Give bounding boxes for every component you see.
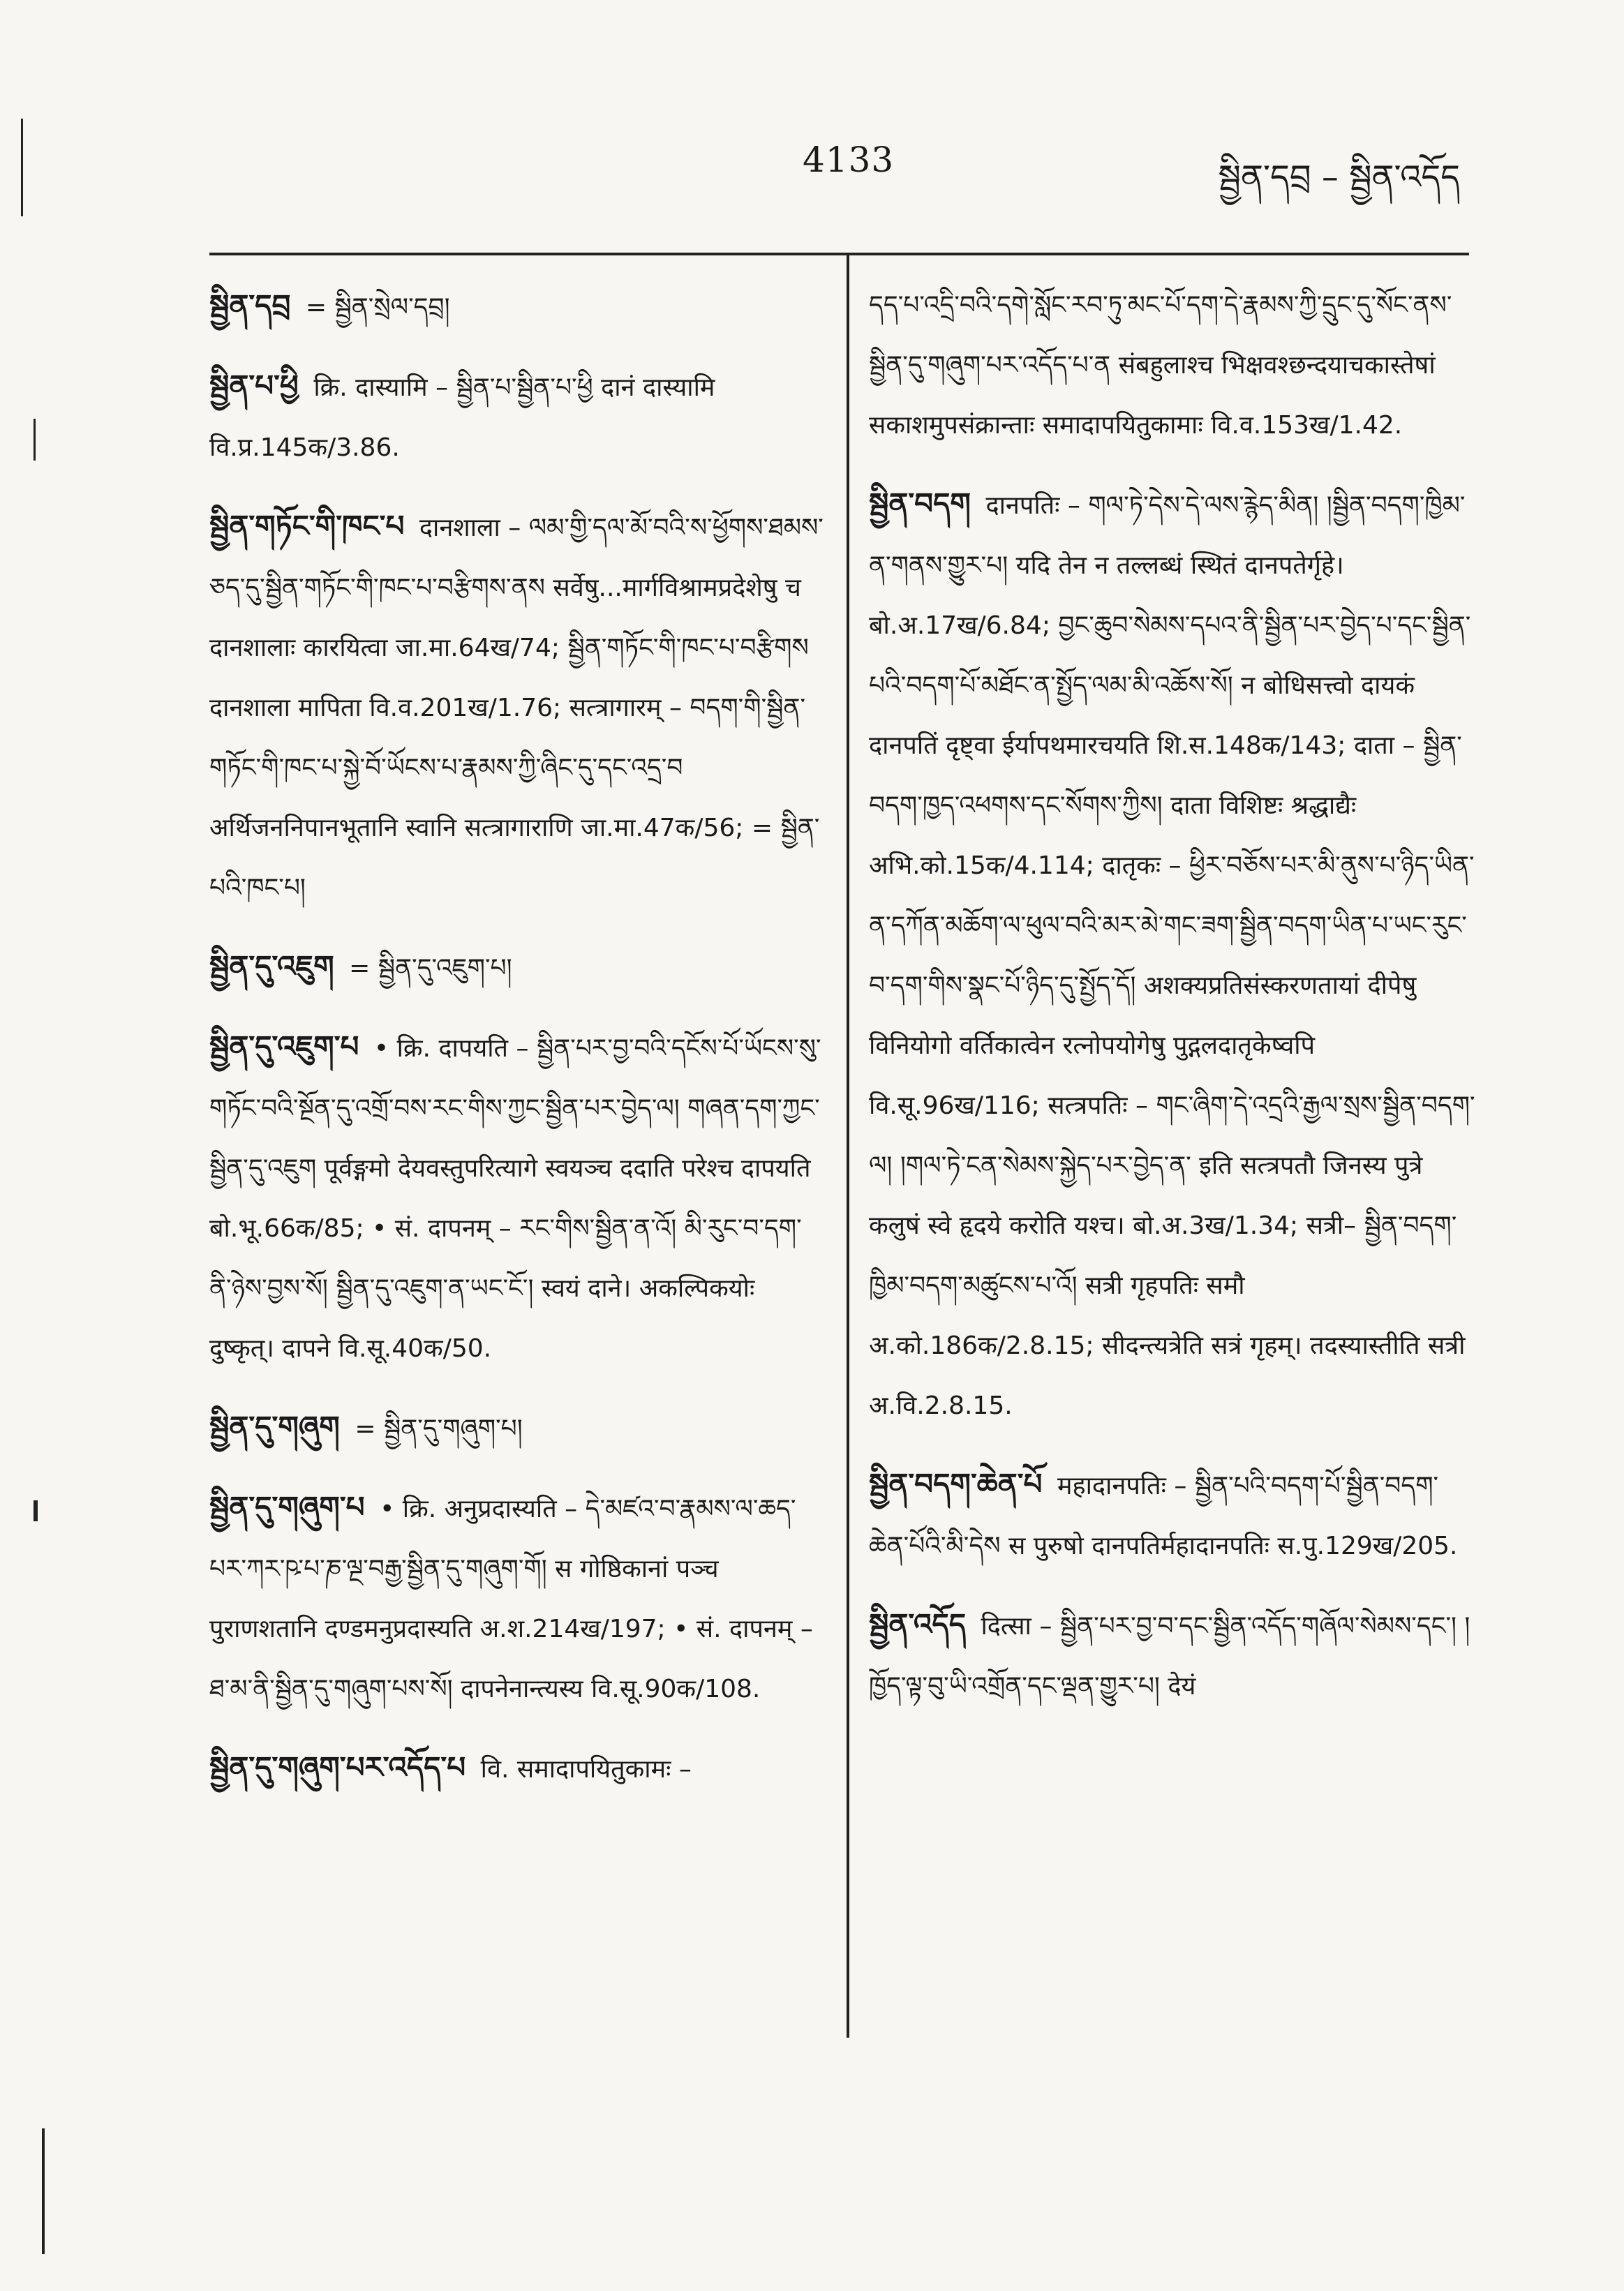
dictionary-entry [869,1595,1476,1717]
headword: སྦྱིན་གཏོང་གི་ཁང་པ [209,509,405,543]
right-column [869,276,1476,1735]
dictionary-entry-continuation [869,276,1476,456]
margin-mark [33,419,36,461]
entry-text: दानपतिः – གལ་ཏེ་དེས་དེ་ལས་རྙེད་མིན། །སྦྱིན་བདག་ཁྱིམ་ན་གནས་གྱུར་པ། यदि तेन न तल्लब्धं स्थितं दानपतेर्गृहे। बो.अ.17ख/6.84; བྱང་ཆུབ་སེམས་དཔའ་ནི་སྦྱིན་པར་བྱེད་པ་དང་སྦྱིན་པའི་བདག་པོ་མཐོང་ན་སྤྱོད་ལམ་མི་འཆོས་སོ། न बोधिसत्त्वो दायकं दानपतिं दृष्ट्वा ईर्यापथमारचयति शि.स.148क/143; दाता – སྦྱིན་བདག་ཁྱད་འཕགས་དང་སོགས་ཀྱིས། दाता विशिष्टः श्रद्धाद्यैः अभि.को.15क/4.114; दातृकः – ཕྱིར་བཅོས་པར་མི་ནུས་པ་ཉིད་ཡིན་ན་དཀོན་མཆོག་ལ་ཕུལ་བའི་མར་མེ་གང་ཟག་སྦྱིན་བདག་ཡིན་པ་ཡང་རུང་བ་དག་གིས་སྣང་པོ་ཉིད་དུ་སྤྱོད་དོ། अशक्यप्रतिसंस्करणतायां दीपेषु विनियोगो वर्तिकात्वेन रत्नोपयोगेषु पुद्गलदातृकेष्वपि वि.सू.96ख/116; सत्त्रपतिः – གང་ཞིག་དེ་འདྲའི་རྒྱལ་སྲས་སྦྱིན་བདག་ལ། །གལ་ཏེ་ངན་སེམས་སྐྱེད་པར་བྱེད་ན་ इति सत्त्रपतौ जिनस्य पुत्रे कलुषं स्वे हृदये करोति यश्च। बो.अ.3ख/1.34; सत्री– སྦྱིན་བདག་ཁྱིམ་བདག་མཚུངས་པ་འོ། सत्री गृहपतिः समौ अ.को.186क/2.8.15; सीदन्त्यत्रेति सत्रं गृहम्। तदस्यास्तीति सत्री अ.वि.2.8.15. [869,491,1475,1420]
headword: སྦྱིན་དུ་གཞུག [209,1410,340,1444]
dictionary-entry [209,1477,824,1719]
headword: སྦྱིན་དུ་གཞུག་པ [209,1490,365,1524]
page-number: 4133 [803,140,895,180]
entry-text: • क्रि. दापयति – སྦྱིན་པར་བྱ་བའི་དངོས་པོ་ཡོངས་སུ་གཏོང་བའི་སྔོན་དུ་འགྲོ་བས་རང་གིས་ཀྱང་སྦྱིན་པར་བྱེད་ལ། གཞན་དག་ཀྱང་སྦྱིན་དུ་འཇུག पूर्वङ्गमो देयवस्तुपरित्यागे स्वयञ्च ददाति परेश्च दापयति बो.भू.66क/85; • सं. दापनम् – རང་གིས་སྦྱིན་ན་འོ། མི་རུང་བ་དག་ནི་ཉེས་བྱས་སོ། སྦྱིན་དུ་འཇུག་ན་ཡང་ངོ་། स्वयं दाने। अकल्पिकयोः दुष्कृत्। दापने वि.सू.40क/50. [209,1034,821,1363]
dictionary-entry [869,474,1476,1436]
headword: སྦྱིན་དབྲ [209,288,291,322]
entry-text: क्रि. दास्यामि – སྦྱིན་པ་སྦྱིན་པ་ཕྱི दानं दास्यामि वि.प्र.145क/3.86. [209,373,715,462]
entry-text: = སྦྱིན་དུ་གཞུག་པ། [355,1415,523,1443]
margin-mark [33,1500,38,1521]
dictionary-entry [209,1738,824,1800]
dictionary-entry [209,496,824,918]
headword: སྦྱིན་དུ་འཇུག་པ [209,1029,359,1064]
column-divider [847,253,849,2038]
headword: སྦྱིན་འདོད [869,1607,967,1641]
header-rule [209,253,1469,255]
left-column [209,276,824,1818]
dictionary-entry [209,1397,824,1459]
dictionary-entry [869,1454,1476,1576]
dictionary-entry [209,276,824,338]
entry-text: महादानपतिः – སྦྱིན་པའི་བདག་པོ་སྦྱིན་བདག་ཆེན་པོའི་མི་དེས स पुरुषो दानपतिर्महादानपतिः स.पु.129ख/205. [869,1472,1458,1560]
dictionary-entry [209,356,824,478]
entry-text: • क्रि. अनुप्रदास्यति – དེ་མཛའ་བ་རྣམས་ལ་ཆད་པར་ཀར་ཥ་པ་ཎ་ལྔ་བརྒྱ་སྦྱིན་དུ་གཞུག་གོ། स गोष्ठिकानां पञ्च पुराणशतानि दण्डमनुप्रदास्यति अ.श.214ख/197; • सं. दापनम् – ཐ་མ་ནི་སྦྱིན་དུ་གཞུག་པས་སོ། दापनेनान्त्यस्य वि.सू.90क/108. [209,1495,813,1703]
margin-mark [21,119,23,216]
entry-text: दित्सा – སྦྱིན་པར་བྱ་བ་དང་སྦྱིན་འདོད་གཞོལ་སེམས་དང་། །ཁྱོད་ལྟ་བུ་ཡི་འགྲོན་དང་ལྡན་གྱུར་པ། देयं [869,1612,1470,1701]
headword: སྦྱིན་བདག་ཆེན་པོ [869,1467,1043,1501]
entry-text: दानशाला – ལམ་གྱི་དལ་མོ་བའི་ས་ཕྱོགས་ཐམས་ཅད་དུ་སྦྱིན་གཏོང་གི་ཁང་པ་བརྩིགས་ནས सर्वेषु...मार्गविश्रामप्रदेशेषु च दानशालाः कारयित्वा जा.मा.64ख/74; སྦྱིན་གཏོང་གི་ཁང་པ་བརྩིགས दानशाला मापिता वि.व.201ख/1.76; सत्त्रागारम् – བདག་གི་སྦྱིན་གཏོང་གི་ཁང་པ་སྐྱེ་བོ་ཡོངས་པ་རྣམས་ཀྱི་ཞིང་དུ་དང་འདྲ་བ अर्थिजननिपानभूतानि स्वानि सत्त्रागाराणि जा.मा.47क/56; = སྦྱིན་པའི་ཁང་པ། [209,514,824,902]
dictionary-entry [209,936,824,999]
dictionary-entry [209,1017,824,1379]
headword: སྦྱིན་པ་ཕྱི [209,368,299,403]
running-head: སྦྱིན་དབྲ – སྦྱིན་འདོད [1218,158,1460,197]
headword: སྦྱིན་དུ་གཞུག་པར་འདོད་པ [209,1750,466,1784]
entry-text: དད་པ་འདྲི་བའི་དགེ་སློང་རབ་ཏུ་མང་པོ་དག་དེ་རྣམས་ཀྱི་དྲུང་དུ་སོང་ནས་སྦྱིན་དུ་གཞུག་པར་འདོད་པ་ན संबहुलाश्च भिक्षवश्छन्दयाचकास्तेषां सकाशमुपसंक्रान्ताः समादापयितुकामाः वि.व.153ख/1.42. [869,291,1452,440]
entry-text: = སྦྱིན་སྲེལ་དབྲ། [305,293,450,322]
entry-text: वि. समादापयितुकामः – [480,1755,692,1784]
headword: སྦྱིན་བདག [869,486,971,521]
entry-text: = སྦྱིན་དུ་འཇུག་པ། [349,954,512,983]
margin-mark [42,2128,45,2254]
headword: སྦྱིན་དུ་འཇུག [209,949,334,983]
